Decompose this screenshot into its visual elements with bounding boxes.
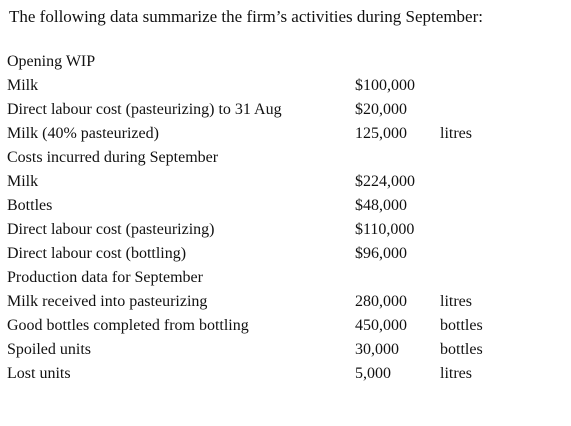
row-milk-september xyxy=(0,170,571,194)
row-opening-wip xyxy=(0,50,571,74)
row-unit: bottles xyxy=(440,341,483,358)
row-unit: bottles xyxy=(440,317,483,334)
row-label: Lost units xyxy=(7,365,71,382)
row-value: 5,000 xyxy=(355,365,391,382)
row-dl-pasteurizing xyxy=(0,218,571,242)
row-value: $100,000 xyxy=(355,77,415,94)
row-value: $96,000 xyxy=(355,245,407,262)
row-bottles xyxy=(0,194,571,218)
row-spoiled-units xyxy=(0,338,571,362)
row-label: Direct labour cost (pasteurizing) xyxy=(7,221,215,238)
row-value: $20,000 xyxy=(355,101,407,118)
row-label: Production data for September xyxy=(7,269,203,286)
row-value: $48,000 xyxy=(355,197,407,214)
row-value: $110,000 xyxy=(355,221,415,238)
row-value: 280,000 xyxy=(355,293,407,310)
row-dl-bottling xyxy=(0,242,571,266)
row-milk-opening xyxy=(0,74,571,98)
row-unit: litres xyxy=(440,293,472,310)
row-costs-september xyxy=(0,146,571,170)
row-label: Direct labour cost (bottling) xyxy=(7,245,187,262)
row-production-data xyxy=(0,266,571,290)
row-unit: litres xyxy=(440,125,472,142)
row-label: Opening WIP xyxy=(7,53,96,70)
row-value: 30,000 xyxy=(355,341,399,358)
row-lost-units xyxy=(0,362,571,386)
row-label: Milk (40% pasteurized) xyxy=(7,125,159,142)
row-label: Milk xyxy=(7,173,39,190)
row-label: Good bottles completed from bottling xyxy=(7,317,249,334)
row-milk-pasteurized xyxy=(0,122,571,146)
row-unit: litres xyxy=(440,365,472,382)
row-dl-pasteurizing-aug xyxy=(0,98,571,122)
row-value: $224,000 xyxy=(355,173,415,190)
row-label: Direct labour cost (pasteurizing) to 31 Aug xyxy=(7,101,282,118)
row-label: Spoiled units xyxy=(7,341,92,358)
intro-text: The following data summarize the firm’s activities during September: xyxy=(9,7,483,26)
row-label: Milk xyxy=(7,77,39,94)
row-value: 450,000 xyxy=(355,317,407,334)
row-value: 125,000 xyxy=(355,125,407,142)
row-label: Milk received into pasteurizing xyxy=(7,293,208,310)
row-label: Costs incurred during September xyxy=(7,149,219,166)
row-good-bottles xyxy=(0,314,571,338)
row-milk-received xyxy=(0,290,571,314)
row-label: Bottles xyxy=(7,197,53,214)
